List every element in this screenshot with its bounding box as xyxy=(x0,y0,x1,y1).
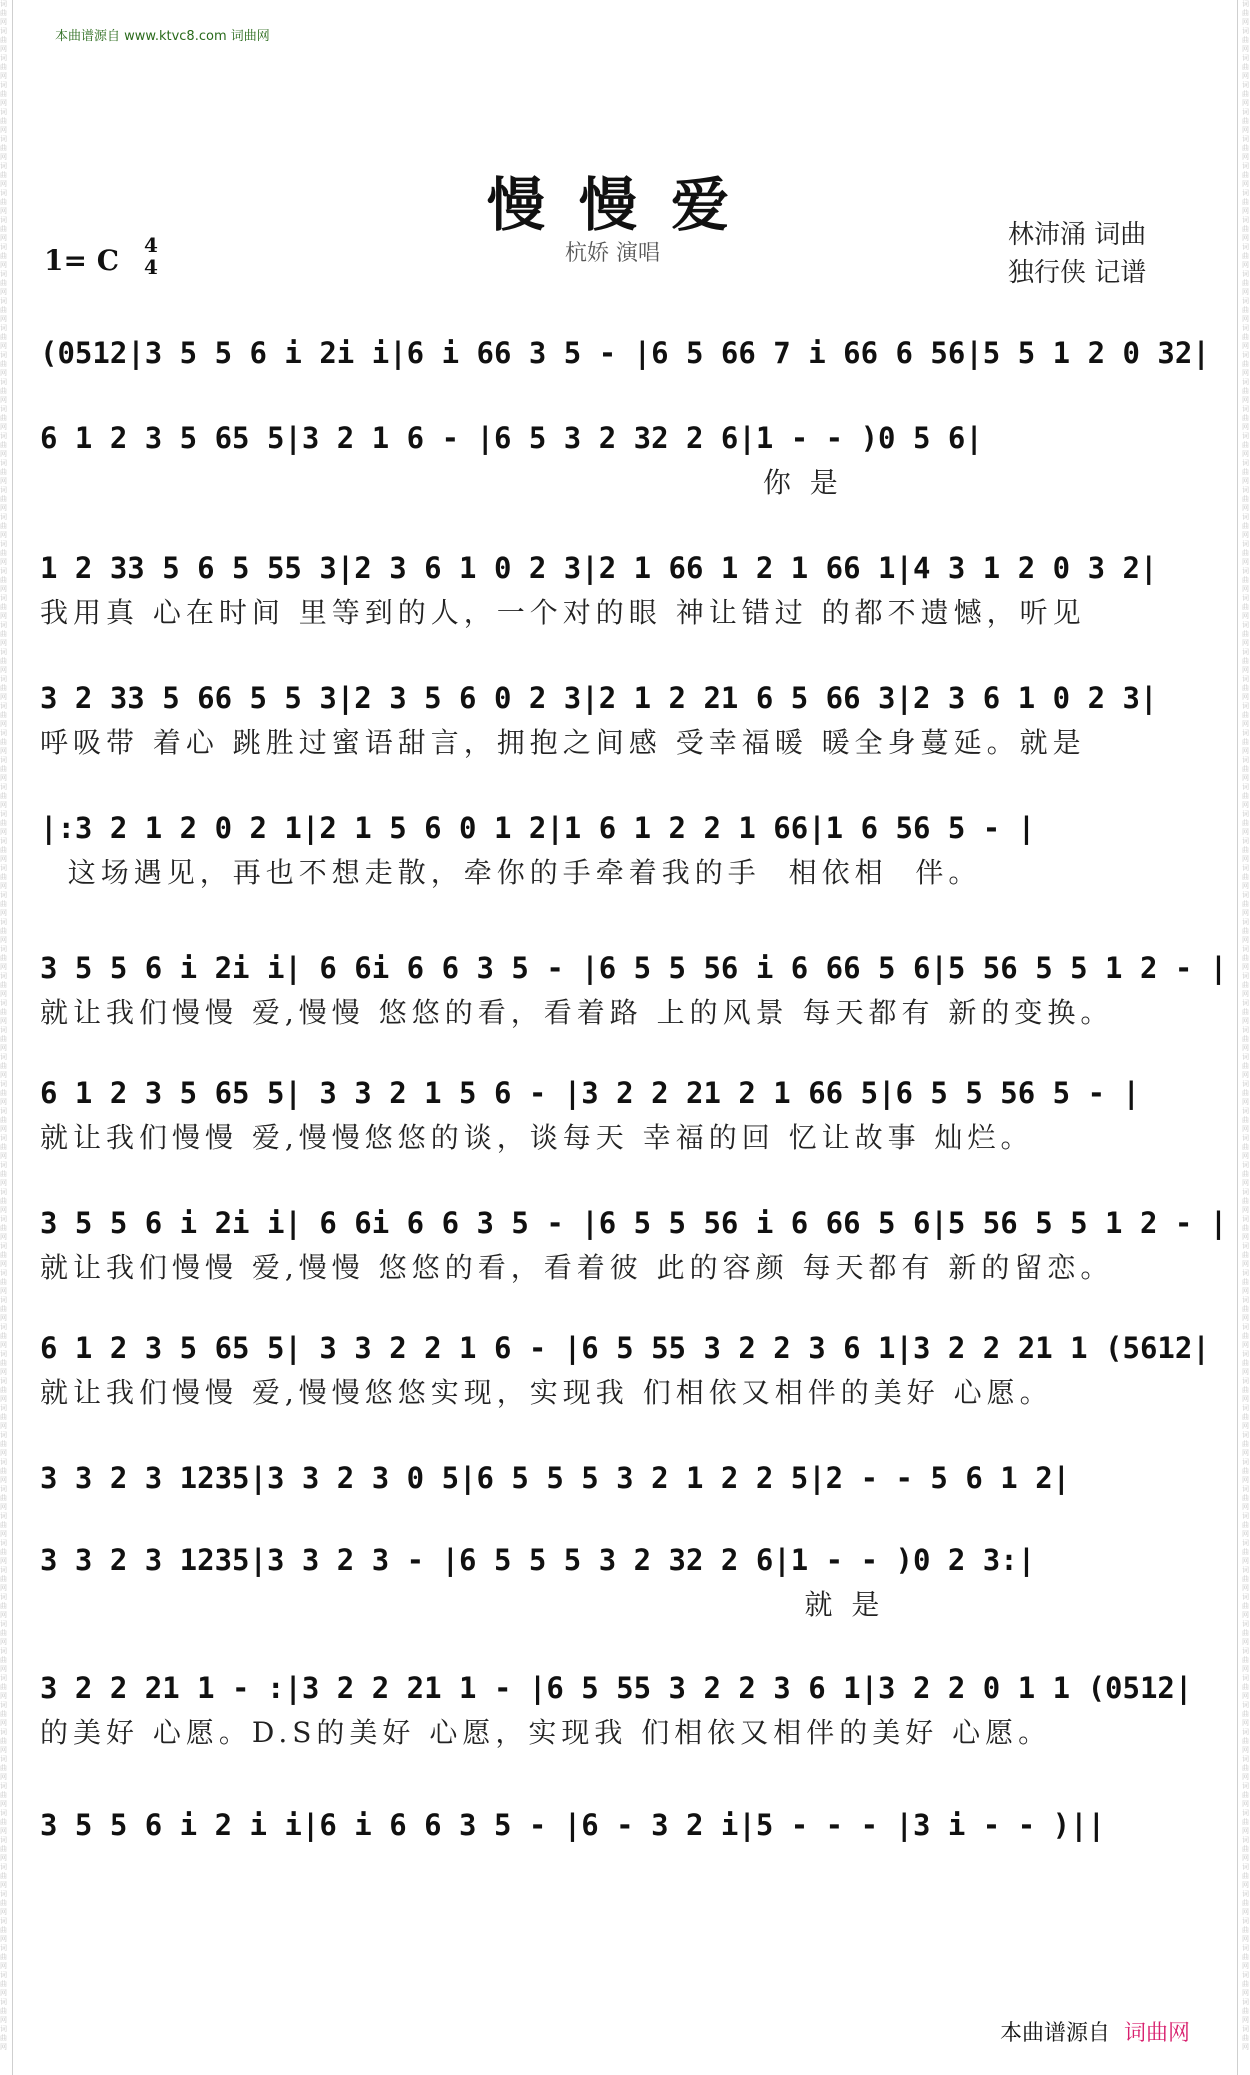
right-edge-watermark: 词曲网词曲网词曲网词曲网词曲网词曲网词曲网词曲网词曲网词曲网词曲网词曲网词曲网词曲网词曲网词曲网词曲网词曲网词曲网词曲网词曲网词曲网词曲网词曲网词曲网词曲网词曲网词曲网词曲网词曲网词曲网词曲网词曲网词曲网词曲网词曲网词曲网词曲网词曲网词曲网词曲网词曲网词曲网词曲网词曲网词曲网词曲网词曲网词曲网词曲网词曲网词曲网词曲网词曲网词曲网词曲网词曲网词曲网词曲网词曲网词曲网词曲网词曲网词曲网词曲网词曲网词曲网词曲网词曲网词曲网词曲网词曲网词曲网词曲网词曲网词曲网 xyxy=(1242,0,1249,2051)
staff-lyrics xyxy=(40,1850,1210,1890)
staff-lyrics: 就让我们慢慢 爱,慢慢悠悠的谈，谈每天 幸福的回 忆让故事 灿烂。 xyxy=(40,1121,1034,1154)
credits-block xyxy=(1008,216,1146,292)
right-border-line xyxy=(1237,0,1238,2075)
source-note: 本曲谱源自 www.ktvc8.com 词曲网 xyxy=(55,29,270,44)
staff-notes: (0512|3 5 5 6 i 2i i|6 i 66 3 5 - |6 5 66 7 i 66 6 56|5 5 1 2 0 32| xyxy=(40,336,1210,370)
staff-6 xyxy=(40,945,1228,1033)
time-signature xyxy=(140,234,162,278)
staff-lyrics: 这场遇见，再也不想走散，牵你的手牵着我的手 相依相 伴。 xyxy=(40,856,982,889)
staff-lyrics: 就 是 xyxy=(40,1588,885,1621)
staff-notes: 6 1 2 3 5 65 5|3 2 1 6 - |6 5 3 2 32 2 6|1 - - )0 5 6| xyxy=(40,421,983,455)
left-border-line xyxy=(12,0,13,2075)
staff-2 xyxy=(40,415,1210,503)
staff-4 xyxy=(40,675,1210,763)
staff-notes: 3 5 5 6 i 2i i| 6 6i 6 6 3 5 - |6 5 5 56 i 6 66 5 6|5 56 5 5 1 2 - | xyxy=(40,1206,1228,1240)
staff-notes: 6 1 2 3 5 65 5| 3 3 2 1 5 6 - |3 2 2 21 2 1 66 5|6 5 5 56 5 - | xyxy=(40,1076,1140,1110)
staff-notes: 6 1 2 3 5 65 5| 3 3 2 2 1 6 - |6 5 55 3 2 2 3 6 1|3 2 2 21 1 (5612| xyxy=(40,1331,1210,1365)
staff-lyrics: 呼吸带 着心 跳胜过蜜语甜言，拥抱之间感 受幸福暖 暖全身蔓延。就是 xyxy=(40,726,1086,759)
staff-notes: 3 5 5 6 i 2i i| 6 6i 6 6 3 5 - |6 5 5 56 i 6 66 5 6|5 56 5 5 1 2 - | xyxy=(40,951,1228,985)
staff-7 xyxy=(40,1070,1210,1158)
footer-brand-link[interactable]: 词曲网 xyxy=(1123,2021,1190,2046)
staff-13 xyxy=(40,1802,1210,1890)
staff-notes: 3 2 2 21 1 - :|3 2 2 21 1 - |6 5 55 3 2 2 3 6 1|3 2 2 0 1 1 (0512| xyxy=(40,1671,1193,1705)
staff-3 xyxy=(40,545,1210,633)
song-title: 慢慢爱 xyxy=(486,171,763,239)
staff-notes: |:3 2 1 2 0 2 1|2 1 5 6 0 1 2|1 6 1 2 2 1 66|1 6 56 5 - | xyxy=(40,811,1036,845)
footer-source xyxy=(1000,2016,1190,2047)
staff-1 xyxy=(40,330,1210,418)
staff-notes: 3 3 2 3 1235|3 3 2 3 - |6 5 5 5 3 2 32 2 6|1 - - )0 2 3:| xyxy=(40,1543,1036,1577)
staff-12 xyxy=(40,1665,1210,1753)
lyrics-music-credit: 林沛涌 词曲 xyxy=(1008,220,1147,250)
time-signature-numerator: 4 xyxy=(144,233,158,257)
staff-notes: 3 5 5 6 i 2 i i|6 i 6 6 3 5 - |6 - 3 2 i|5 - - - |3 i - - )|| xyxy=(40,1808,1106,1842)
staff-lyrics: 就让我们慢慢 爱,慢慢 悠悠的看，看着彼 此的容颜 每天都有 新的留恋。 xyxy=(40,1251,1114,1284)
staff-notes: 3 2 33 5 66 5 5 3|2 3 5 6 0 2 3|2 1 2 21 6 5 66 3|2 3 6 1 0 2 3| xyxy=(40,681,1158,715)
staff-10 xyxy=(40,1455,1210,1543)
staff-lyrics: 你 是 xyxy=(40,466,843,499)
staff-lyrics: 就让我们慢慢 爱,慢慢悠悠实现，实现我 们相依又相伴的美好 心愿。 xyxy=(40,1376,1053,1409)
time-signature-denominator: 4 xyxy=(144,255,158,279)
staff-notes: 3 3 2 3 1235|3 3 2 3 0 5|6 5 5 5 3 2 1 2 2 5|2 - - 5 6 1 2| xyxy=(40,1461,1071,1495)
staff-lyrics: 就让我们慢慢 爱,慢慢 悠悠的看，看着路 上的风景 每天都有 新的变换。 xyxy=(40,996,1114,1029)
left-edge-watermark: 词曲网词曲网词曲网词曲网词曲网词曲网词曲网词曲网词曲网词曲网词曲网词曲网词曲网词曲网词曲网词曲网词曲网词曲网词曲网词曲网词曲网词曲网词曲网词曲网词曲网词曲网词曲网词曲网词曲网词曲网词曲网词曲网词曲网词曲网词曲网词曲网词曲网词曲网词曲网词曲网词曲网词曲网词曲网词曲网词曲网词曲网词曲网词曲网词曲网词曲网词曲网词曲网词曲网词曲网词曲网词曲网词曲网词曲网词曲网词曲网词曲网词曲网词曲网词曲网词曲网词曲网词曲网词曲网词曲网词曲网词曲网词曲网词曲网词曲网词曲网词曲网 xyxy=(0,0,7,2051)
footer-source-label: 本曲谱源自 xyxy=(999,2021,1110,2046)
staff-8 xyxy=(40,1200,1228,1288)
staff-lyrics: 我用真 心在时间 里等到的人，一个对的眼 神让错过 的都不遗憾，听见 xyxy=(40,596,1086,629)
staff-5 xyxy=(40,805,1210,893)
staff-9 xyxy=(40,1325,1210,1413)
staff-11 xyxy=(40,1537,1210,1625)
staff-notes: 1 2 33 5 6 5 55 3|2 3 6 1 0 2 3|2 1 66 1 2 1 66 1|4 3 1 2 0 3 2| xyxy=(40,551,1158,585)
staff-lyrics xyxy=(40,378,1210,418)
key-signature: 1= C xyxy=(44,244,119,277)
singer-credit: 杭娇 演唱 xyxy=(565,241,660,266)
transcriber-credit: 独行侠 记谱 xyxy=(1008,258,1147,288)
staff-lyrics: 的美好 心愿。D.S的美好 心愿，实现我 们相依又相伴的美好 心愿。 xyxy=(40,1716,1052,1749)
